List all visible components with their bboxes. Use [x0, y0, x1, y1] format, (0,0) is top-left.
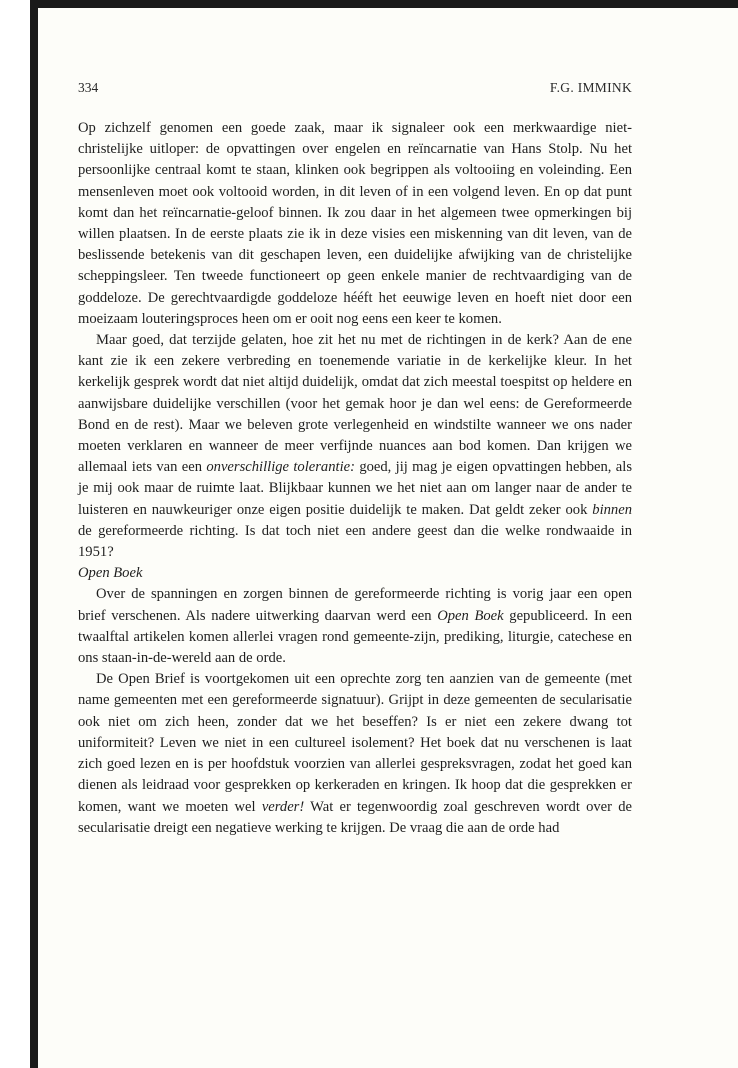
paragraph-2-text-b: goed, jij mag je eigen opvattingen hebben, als je mij ook maar de ruimte laat. Blijkbaar kunnen we het niet aan om langer naar de ander te luisteren en nauwkeuriger onze eigen positie duidelijk te maken. Dat geldt zeker ook: [78, 459, 633, 518]
paragraph-2: [78, 330, 632, 563]
paragraph-1: Op zichzelf genomen een goede zaak, maar ik signaleer ook een merkwaardige niet-christelijke uitloper: de opvattingen over engelen en reïncarnatie van Hans Stolp. Nu het persoonlijke centraal komt te staan, klinken ook begrippen als voltooiing en voleinding. Een mensenleven moet ook voltooid worden, in dit leven of in een volgend leven. En op dat punt komt dan het reïncarnatie-geloof binnen. Ik zou daar in het algemeen twee opmerkingen bij willen plaatsen. In de eerste plaats zie ik in deze visies een miskenning van dit leven, van de beslissende betekenis van dit geschapen leven, een duidelijke afwijking van de christelijke scheppingsleer. Ten tweede functioneert op geen enkele manier de rechtvaardiging van de goddeloze. De gerechtvaardigde goddeloze hééft het eeuwige leven en hoeft niet door een moeizaam louteringsproces heen om er ooit nog eens een keer te komen.: [78, 120, 632, 327]
paragraph-4-text-a: De Open Brief is voortgekomen uit een oprechte zorg ten aanzien van de gemeente (met name gemeenten met een gereformeerde signatuur). Grijpt in deze gemeenten de secularisatie ook niet om zich heen, zonder dat we het beseffen? Is er niet een zekere dwang tot uniformiteit? Leven we niet in een cultureel isolement? Het boek dat nu verschenen is laat zich goed lezen en is per hoofdstuk voorzien van allerlei gespreksvragen, zodat het goed kan dienen als leidraad voor gesprekken op kerkeraden en kringen. Ik hoop dat die gesprekken er komen, want we moeten wel: [78, 671, 632, 815]
scan-border-left: [30, 0, 38, 1068]
paragraph-4-text-b: Wat er tegenwoordig zoal geschreven wordt over de secularisatie dreigt een negatieve werking te krijgen. De vraag die aan de orde had: [78, 798, 632, 836]
paragraph-3-text-b: gepubliceerd. In een twaalftal artikelen komen allerlei vragen rond gemeente-zijn, prediking, liturgie, catechese en ons staan-in-de-wereld aan de orde.: [78, 607, 632, 667]
scan-border-top: [30, 0, 738, 8]
running-head-author: F.G. IMMINK: [549, 80, 632, 95]
paragraph-2-emphasis-binnen: binnen: [592, 501, 632, 518]
paragraph-4-emphasis-verder: verder!: [261, 798, 305, 815]
paragraph-4: [78, 669, 632, 839]
page-number: 334: [78, 80, 99, 95]
paragraph-2-text-a: Maar goed, dat terzijde gelaten, hoe zit het nu met de richtingen in de kerk? Aan de ene kant zie ik een zekere verbreding en toenemende variatie in de kerkelijke kleur. In het kerkelijk gesprek wordt dat niet altijd duidelijk, omdat dat zich meestal toespitst op heldere en aanwijsbare duidelijke verschillen (voor het gemak hoor je dan wel eens: de Gereformeerde Bond en de rest). Maar we beleven grote verlegenheid en windstilte wanneer we ons nader moeten verklaren en wanneer de meer verfijnde nuances aan bod komen. Dan krijgen we allemaal iets van een: [78, 332, 632, 476]
paragraph-2-emphasis-tolerantie: onverschillige tolerantie:: [206, 459, 355, 476]
paragraph-3-emphasis-open-boek: Open Boek: [437, 607, 504, 624]
body-text: [78, 118, 632, 839]
section-heading: Open Boek: [78, 565, 143, 582]
paragraph-3: [78, 584, 632, 669]
paragraph-3-text-a: Over de spanningen en zorgen binnen de gereformeerde richting is vorig jaar een open brief verschenen. Als nadere uitwerking daarvan werd een: [78, 586, 632, 624]
paragraph-2-text-c: de gereformeerde richting. Is dat toch niet een andere geest dan die welke rondwaaide in 1951?: [78, 522, 632, 561]
page-header: [78, 80, 632, 96]
